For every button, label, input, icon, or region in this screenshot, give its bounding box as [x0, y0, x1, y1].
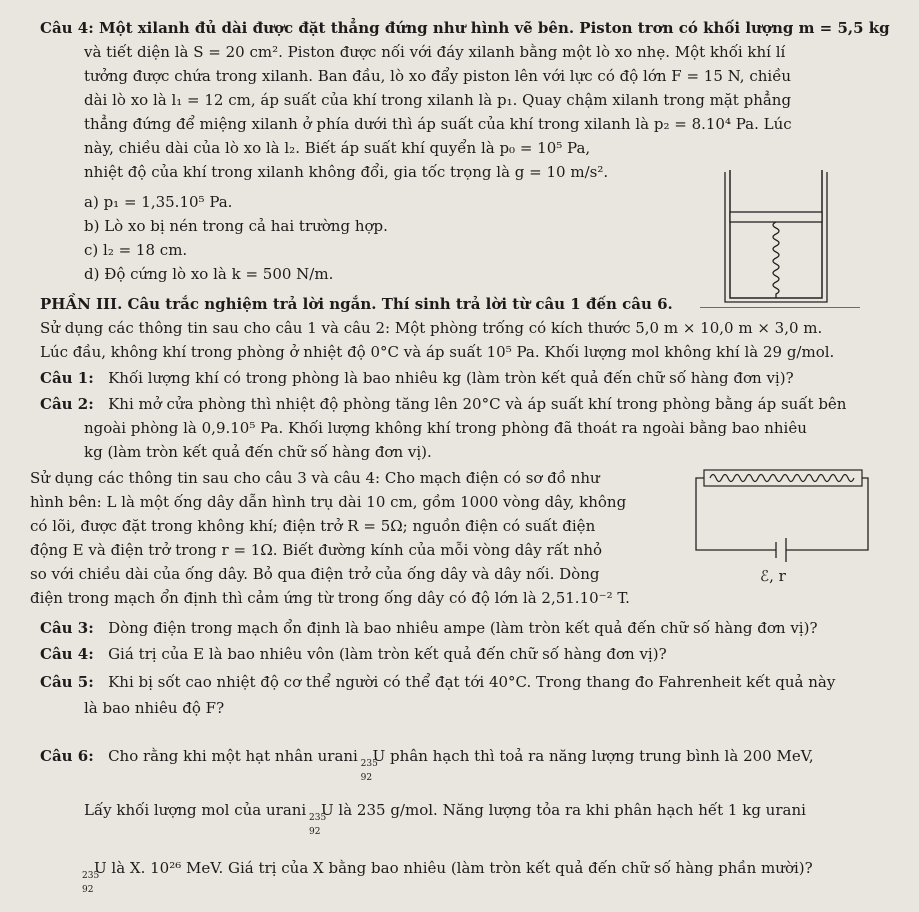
intro34-line-5: so với chiều dài của ống dây. Bỏ qua điện trở của ống dây và dây nối. Dòng — [30, 565, 600, 583]
q2-line-1 — [40, 394, 846, 414]
q1-text: Khối lượng khí có trong phòng là bao nhiêu kg (làm tròn kết quả đến chữ số hàng đơn vị)? — [108, 369, 794, 387]
intro34-line-3: có lõi, được đặt trong không khí; điện trở R = 5Ω; nguồn điện có suất điện — [30, 517, 596, 535]
q6-text-3b: U là X. 10²⁶ MeV. Giá trị của X bằng bao nhiêu (làm tròn kết quả đến chữ số hàng phần mười)? — [94, 859, 813, 877]
q5-line-1 — [40, 672, 835, 692]
q4-option-d: d) Độ cứng lò xo là k = 500 N/m. — [84, 265, 334, 283]
circuit-diagram — [690, 468, 875, 578]
q2-line-2: ngoài phòng là 0,9.10⁵ Pa. Khối lượng không khí trong phòng đã thoát ra ngoài bằng bao nhiêu — [84, 419, 807, 437]
q3 — [40, 618, 818, 638]
q6-label: Câu 6: — [40, 747, 94, 765]
q4-option-a: a) p₁ = 1,35.10⁵ Pa. — [84, 193, 233, 211]
q4-short-text: Giá trị của E là bao nhiêu vôn (làm tròn kết quả đến chữ số hàng đơn vị)? — [108, 645, 667, 663]
q2-text-1: Khi mở cửa phòng thì nhiệt độ phòng tăng lên 20°C và áp suất khí trong phòng bằng áp suất bên — [108, 395, 847, 413]
q1-label: Câu 1: — [40, 369, 94, 387]
q4-line-1: Câu 4: Một xilanh đủ dài được đặt thẳng đứng như hình vẽ bên. Piston trơn có khối lượng m = 5,5 kg — [40, 19, 890, 37]
q4-line-6: này, chiều dài của lò xo là l₂. Biết áp suất khí quyển là p₀ = 10⁵ Pa, — [84, 139, 591, 157]
intro12-line-2: Lúc đầu, không khí trong phòng ở nhiệt độ 0°C và áp suất 10⁵ Pa. Khối lượng mol không khí là 29 g/mol. — [40, 343, 835, 361]
circuit-label: ℰ, r — [760, 567, 786, 585]
q6-line-1: Câu 6: Cho rằng khi một hạt nhân urani 235 92 U phân hạch thì toả ra năng lượng trung bình là 200 MeV, — [40, 747, 814, 783]
cylinder-diagram — [700, 168, 870, 308]
intro34-line-4: động E và điện trở trong r = 1Ω. Biết đường kính của mỗi vòng dây rất nhỏ — [30, 541, 603, 559]
intro34-line-6: điện trong mạch ổn định thì cảm ứng từ trong ống dây có độ lớn là 2,51.10⁻² T. — [30, 589, 630, 607]
q6-text-1a: Cho rằng khi một hạt nhân urani — [108, 747, 358, 765]
part3-heading: PHẦN III. Câu trắc nghiệm trả lời ngắn. Thí sinh trả lời từ câu 1 đến câu 6. — [40, 295, 673, 313]
intro12-line-1: Sử dụng các thông tin sau cho câu 1 và câu 2: Một phòng trống có kích thước 5,0 m × 10,0 m × 3,0 m. — [40, 319, 823, 337]
q2-label: Câu 2: — [40, 395, 94, 413]
q4-line-3: tưởng được chứa trong xilanh. Ban đầu, lò xo đẩy piston lên với lực có độ lớn F = 15 N, chiều — [84, 67, 792, 85]
q4-option-c: c) l₂ = 18 cm. — [84, 241, 188, 259]
q5-line-2: là bao nhiêu độ F? — [84, 699, 225, 717]
q1 — [40, 368, 794, 388]
q5-label: Câu 5: — [40, 673, 94, 691]
q4-short — [40, 644, 667, 664]
q3-text: Dòng điện trong mạch ổn định là bao nhiêu ampe (làm tròn kết quả đến chữ số hàng đơn vị)? — [108, 619, 818, 637]
q4-line-5: thẳng đứng để miệng xilanh ở phía dưới thì áp suất của khí trong xilanh là p₂ = 8.10⁴ Pa. Lúc — [84, 115, 792, 133]
q6-text-1b: U phân hạch thì toả ra năng lượng trung bình là 200 MeV, — [372, 747, 814, 765]
q4-short-label: Câu 4: — [40, 645, 94, 663]
q4-line-4: dài lò xo là l₁ = 12 cm, áp suất của khí trong xilanh là p₁. Quay chậm xilanh trong mặt phẳng — [84, 91, 792, 109]
q4-line-7: nhiệt độ của khí trong xilanh không đổi, gia tốc trọng là g = 10 m/s². — [84, 163, 609, 181]
intro34-line-2: hình bên: L là một ống dây dẫn hình trụ dài 10 cm, gồm 1000 vòng dây, không — [30, 493, 627, 511]
q4-line-2: và tiết diện là S = 20 cm². Piston được nối với đáy xilanh bằng một lò xo nhẹ. Một khối khí lí — [84, 43, 786, 61]
q2-line-3: kg (làm tròn kết quả đến chữ số hàng đơn vị). — [84, 443, 432, 461]
intro34-line-1: Sử dụng các thông tin sau cho câu 3 và câu 4: Cho mạch điện có sơ đồ như — [30, 469, 600, 487]
q3-label: Câu 3: — [40, 619, 94, 637]
q5-text-1: Khi bị sốt cao nhiệt độ cơ thể người có thể đạt tới 40°C. Trong thang đo Fahrenheit kết quả này — [108, 673, 836, 691]
q6-text-2b: U là 235 g/mol. Năng lượng tỏa ra khi phân hạch hết 1 kg urani — [321, 801, 806, 819]
q6-line-2: Lấy khối lượng mol của urani 235 92 U là 235 g/mol. Năng lượng tỏa ra khi phân hạch hết 1 kg urani — [84, 801, 806, 837]
q6-line-3: 235 92 U là X. 10²⁶ MeV. Giá trị của X bằng bao nhiêu (làm tròn kết quả đến chữ số hàng phần mười)? — [82, 859, 813, 895]
q4-option-b: b) Lò xo bị nén trong cả hai trường hợp. — [84, 217, 388, 235]
q6-text-2a: Lấy khối lượng mol của urani — [84, 801, 307, 819]
